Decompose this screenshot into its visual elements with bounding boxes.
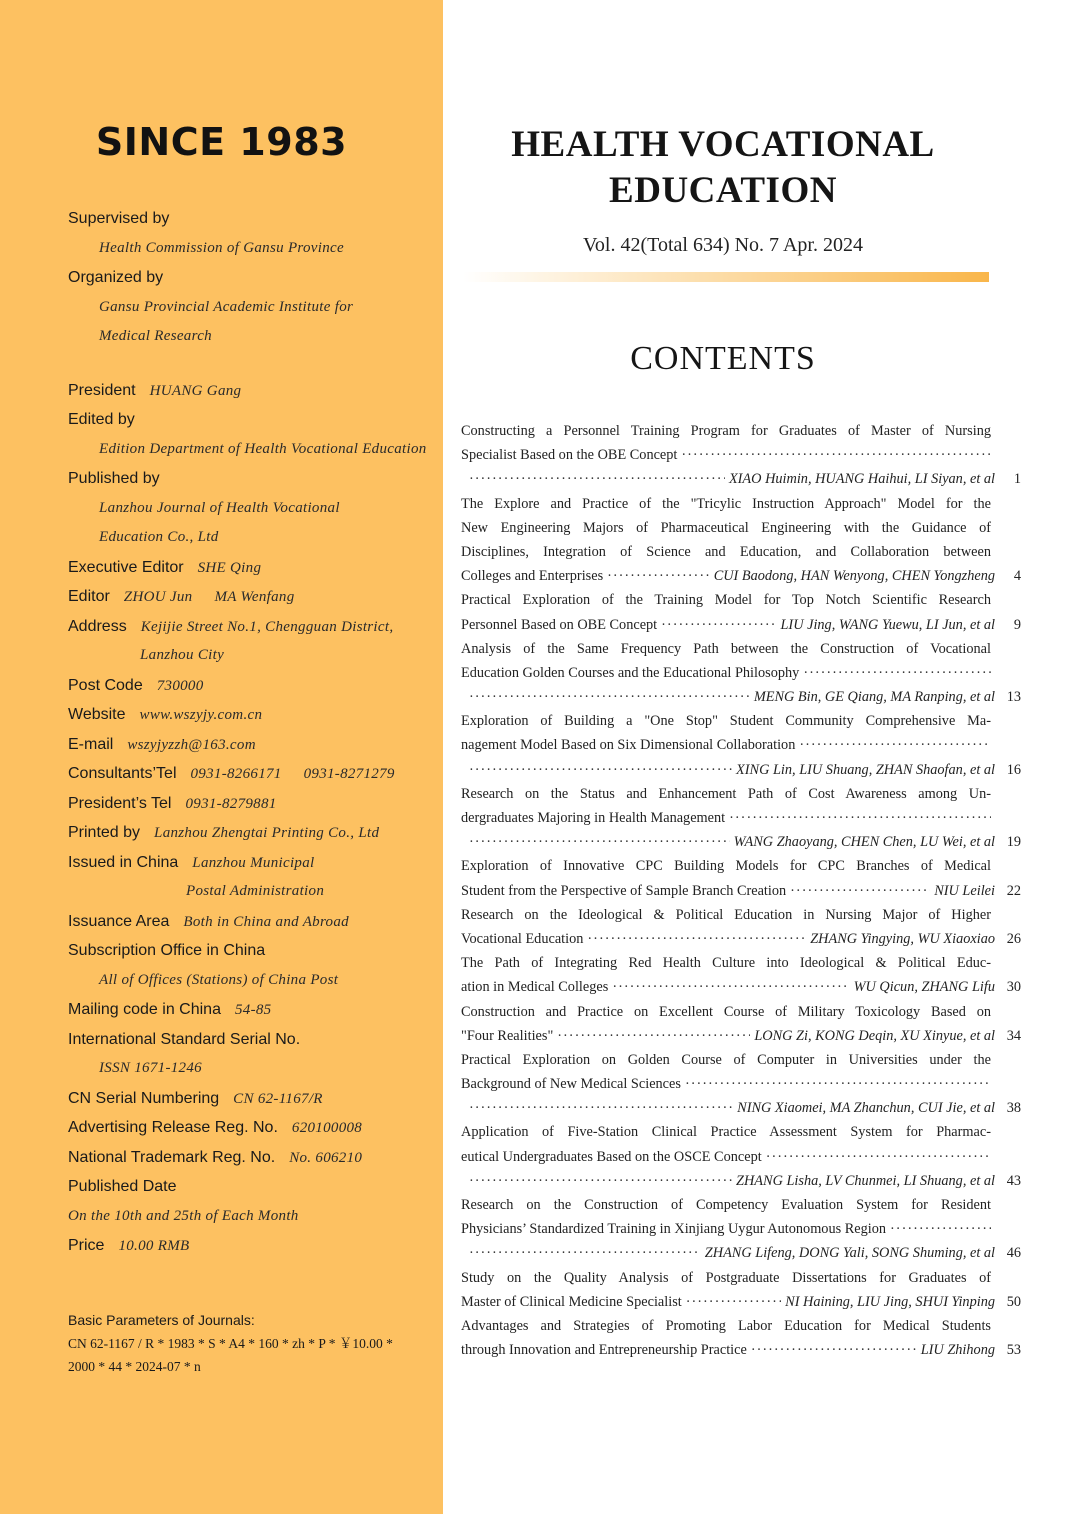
toc-authors: CUI Baodong, HAN Wenyong, CHEN Yongzheng (713, 568, 995, 585)
toc-page-number: 30 (1006, 979, 1021, 996)
leader-dots (729, 806, 991, 830)
leader-dots (661, 613, 776, 637)
toc-line (461, 1338, 1021, 1362)
toc-entry[interactable] (461, 588, 1021, 636)
leader-dots (469, 685, 750, 709)
price-value: 10.00 RMB (118, 1238, 190, 1254)
toc-line (461, 637, 991, 661)
price-label: Price (68, 1237, 105, 1254)
toc-author-line (461, 758, 1021, 782)
mailing-label: Mailing code in China (68, 1001, 221, 1018)
leader-dots (766, 1145, 991, 1169)
toc-line (461, 588, 991, 612)
toc-line (461, 419, 991, 443)
consultants-tel-value-2: 0931-8271279 (303, 766, 395, 782)
toc-line (461, 1024, 1021, 1048)
president-tel-value: 0931-8279881 (185, 795, 277, 812)
postcode-label: Post Code (68, 676, 143, 694)
issuance-label: Issuance Area (68, 912, 170, 930)
toc-page-number: 9 (1013, 616, 1021, 633)
pubdate-value: On the 10th and 25th of Each Month (68, 1207, 299, 1224)
president-value: HUANG Gang (149, 382, 242, 399)
address-value-1: Kejijie Street No.1, Chengguan District, (140, 618, 394, 635)
supervised-label: Supervised by (68, 210, 170, 227)
address-label: Address (68, 617, 127, 635)
issued-value-2: Postal Administration (186, 883, 325, 899)
leader-dots (469, 830, 730, 854)
toc-authors: NIU Leilei (934, 882, 995, 899)
toc-title-text: "Four Realities" (461, 1027, 554, 1044)
toc-title-text: Constructing a Personnel Training Program for Graduates of Master of Nursing (461, 423, 991, 439)
leader-dots (612, 975, 849, 999)
toc-page-number: 43 (1006, 1172, 1021, 1189)
toc-title-text: Exploration of Building a "One Stop" Student Community Comprehensive Ma- (461, 713, 991, 730)
advertising-label: Advertising Release Reg. No. (68, 1119, 278, 1136)
address-value-2: Lanzhou City (140, 647, 225, 663)
exec-editor-value: SHE Qing (197, 559, 262, 576)
toc-page-number: 26 (1006, 930, 1021, 947)
toc-line (461, 951, 991, 975)
toc-title-text: Physicians’ Standardized Training in Xinjiang Uygur Autonomous Region (461, 1221, 887, 1238)
edited-label: Edited by (68, 411, 135, 428)
toc-line (461, 879, 1021, 903)
toc-line (461, 492, 991, 516)
toc-line (461, 733, 991, 757)
toc-page-number: 53 (1006, 1342, 1021, 1359)
issued-label: Issued in China (68, 853, 179, 871)
printed-label: Printed by (68, 824, 141, 841)
toc-title-text: Research on the Status and Enhancement Path of Cost Awareness among Un- (461, 785, 991, 802)
toc-entry[interactable] (461, 903, 1021, 951)
leader-dots (681, 443, 991, 467)
toc-authors: LONG Zi, KONG Deqin, XU Xinyue, et al (754, 1027, 995, 1044)
consultants-tel-value-1: 0931-8266171 (190, 766, 282, 782)
leader-dots (790, 879, 930, 903)
toc-page-number: 4 (1013, 568, 1021, 585)
toc-page-number: 22 (1006, 882, 1021, 899)
toc-line (461, 1072, 991, 1096)
toc-title-text: The Explore and Practice of the "Tricylic Instruction Approach" Model for the (461, 495, 991, 512)
president-label: President (68, 381, 136, 399)
toc-title-text: ation in Medical Colleges (461, 979, 609, 996)
organized-label: Organized by (68, 269, 164, 286)
published-label: Published by (68, 470, 160, 487)
toc-page-number: 38 (1006, 1100, 1021, 1117)
toc-title-text: Advantages and Strategies of Promoting Labor Education for Medical Students (461, 1317, 991, 1334)
president-tel-label: President’s Tel (68, 794, 172, 812)
pubdate-label: Published Date (68, 1178, 177, 1195)
gradient-divider (463, 272, 989, 282)
leader-dots (587, 927, 806, 951)
basic-parameters-value: CN 62-1167 / R * 1983 * S * A4 * 160 * zh * P * ￥10.00 * 2000 * 44 * 2024-07 * n (68, 1336, 393, 1374)
toc-title-text: Colleges and Enterprises (461, 568, 604, 585)
toc-line (461, 1266, 991, 1290)
toc-line (461, 516, 991, 540)
toc-authors: MENG Bin, GE Qiang, MA Ranping, et al (753, 689, 995, 706)
journal-title (443, 122, 1003, 214)
toc-page-number: 13 (1006, 689, 1021, 706)
subscription-value: All of Offices (Stations) of China Post (99, 971, 339, 988)
website-label: Website (68, 706, 126, 723)
since-heading: SINCE 1983 (95, 120, 348, 164)
toc-line (461, 806, 991, 830)
toc-entry[interactable] (461, 1193, 1021, 1266)
toc-authors: NI Haining, LIU Jing, SHUI Yinping (785, 1293, 995, 1310)
toc-entry[interactable] (461, 709, 1021, 782)
organized-value-2: Medical Research (99, 328, 212, 344)
trademark-value: No. 606210 (289, 1149, 363, 1166)
table-of-contents (461, 419, 1021, 1362)
toc-authors: NING Xiaomei, MA Zhanchun, CUI Jie, et al (737, 1100, 995, 1117)
toc-entry[interactable] (461, 1048, 1021, 1121)
toc-title-text: Research on the Ideological & Political Education in Nursing Major of Higher (461, 906, 991, 923)
toc-authors: WANG Zhaoyang, CHEN Chen, LU Wei, et al (733, 834, 995, 851)
trademark-label: National Trademark Reg. No. (68, 1148, 276, 1166)
toc-line (461, 661, 991, 685)
toc-entry[interactable] (461, 782, 1021, 855)
toc-title-text: Practical Exploration of the Training Model for Top Notch Scientific Research (461, 592, 991, 609)
leader-dots (557, 1024, 750, 1048)
basic-parameters (68, 1308, 440, 1378)
editor-value-2: MA Wenfang (214, 589, 295, 605)
leader-dots (890, 1217, 991, 1241)
leader-dots (751, 1338, 917, 1362)
toc-entry[interactable] (461, 492, 1021, 589)
toc-author-line (461, 685, 1021, 709)
toc-title-text: Analysis of the Same Frequency Path between the Construction of Vocational (461, 640, 991, 657)
journal-title-line-2: EDUCATION (609, 170, 837, 211)
organized-value-1: Gansu Provincial Academic Institute for (99, 298, 354, 315)
toc-entry[interactable] (461, 1314, 1021, 1362)
supervised-value: Health Commission of Gansu Province (99, 239, 344, 256)
printed-value: Lanzhou Zhengtai Printing Co., Ltd (154, 825, 380, 841)
issn-label: International Standard Serial No. (68, 1030, 301, 1048)
toc-page-number: 19 (1006, 834, 1021, 851)
edited-value: Edition Department of Health Vocational Education (99, 440, 427, 457)
toc-authors: WU Qicun, ZHANG Lifu (853, 979, 995, 996)
toc-line (461, 1000, 991, 1024)
toc-title-text: Background of New Medical Sciences (461, 1076, 681, 1093)
toc-line (461, 1120, 991, 1144)
toc-entry[interactable] (461, 637, 1021, 710)
leader-dots (469, 1169, 732, 1193)
cn-value: CN 62-1167/R (233, 1090, 323, 1107)
toc-line (461, 927, 1021, 951)
toc-page-number: 1 (1013, 471, 1021, 488)
toc-title-text: Research on the Construction of Competency Evaluation System for Resident (461, 1197, 991, 1213)
toc-entry[interactable] (461, 1266, 1021, 1314)
toc-author-line (461, 1096, 1021, 1120)
toc-author-line (461, 467, 1021, 491)
masthead-panel (0, 0, 443, 1514)
leader-dots (469, 1096, 733, 1120)
toc-line (461, 443, 991, 467)
leader-dots (685, 1072, 991, 1096)
toc-line (461, 1193, 991, 1217)
issued-value-1: Lanzhou Municipal (192, 854, 315, 871)
toc-title-text: eutical Undergraduates Based on the OSCE Concept (461, 1148, 762, 1165)
editor-value-1: ZHOU Jun (123, 589, 193, 605)
toc-title-text: Practical Exploration on Golden Course of Computer in Universities under the (461, 1051, 991, 1068)
toc-title-text: Application of Five-Station Clinical Practice Assessment System for Pharmac- (461, 1124, 991, 1141)
toc-entry[interactable] (461, 854, 1021, 902)
leader-dots (799, 733, 991, 757)
toc-authors: ZHANG Lisha, LV Chunmei, LI Shuang, et al (736, 1172, 995, 1189)
published-value-2: Education Co., Ltd (99, 529, 219, 545)
issn-value: ISSN 1671-1246 (99, 1060, 202, 1076)
exec-editor-label: Executive Editor (68, 558, 184, 576)
toc-title-text: Specialist Based on the OBE Concept (461, 447, 678, 464)
toc-page-number: 16 (1006, 761, 1021, 778)
leader-dots (686, 1290, 781, 1314)
toc-line (461, 1314, 991, 1338)
email-label: E-mail (68, 735, 114, 753)
toc-title-text: nagement Model Based on Six Dimensional Collaboration (461, 737, 796, 754)
toc-title-text: Education Golden Courses and the Educational Philosophy (461, 664, 800, 681)
website-value: www.wszyjy.com.cn (139, 707, 263, 723)
mailing-value: 54-85 (234, 1002, 272, 1018)
toc-entry[interactable] (461, 1120, 1021, 1193)
toc-title-text: Exploration of Innovative CPC Building Models for CPC Branches of Medical (461, 858, 991, 875)
toc-line (461, 540, 991, 564)
toc-line (461, 564, 1021, 588)
toc-title-text: Disciplines, Integration of Science and Education, and Collaboration between (461, 543, 991, 560)
toc-page-number: 34 (1006, 1027, 1021, 1044)
toc-authors: LIU Jing, WANG Yuewu, LI Jun, et al (780, 616, 995, 633)
toc-entry[interactable] (461, 1000, 1021, 1048)
contents-panel (443, 0, 1080, 1514)
toc-authors: ZHANG Yingying, WU Xiaoxiao (810, 930, 995, 947)
advertising-value: 620100008 (291, 1120, 363, 1136)
toc-line (461, 613, 1021, 637)
toc-line (461, 1290, 1021, 1314)
toc-title-text: Personnel Based on OBE Concept (461, 616, 658, 633)
issuance-value: Both in China and Abroad (183, 913, 349, 930)
toc-title-text: Study on the Quality Analysis of Postgraduate Dissertations for Graduates of (461, 1269, 991, 1286)
toc-title-text: Student from the Perspective of Sample Branch Creation (461, 882, 787, 899)
leader-dots (469, 467, 725, 491)
toc-line (461, 1145, 991, 1169)
leader-dots (607, 564, 710, 588)
toc-author-line (461, 830, 1021, 854)
subscription-label: Subscription Office in China (68, 942, 266, 959)
toc-entry[interactable] (461, 951, 1021, 999)
published-value-1: Lanzhou Journal of Health Vocational (99, 499, 340, 516)
toc-title-text: The Path of Integrating Red Health Culture into Ideological & Political Educ- (461, 955, 991, 972)
toc-authors: ZHANG Lifeng, DONG Yali, SONG Shuming, et al (704, 1245, 995, 1262)
toc-authors: XIAO Huimin, HUANG Haihui, LI Siyan, et al (728, 471, 995, 488)
journal-title-line-1: HEALTH VOCATIONAL (511, 124, 935, 165)
toc-author-line (461, 1169, 1021, 1193)
toc-authors: XING Lin, LIU Shuang, ZHAN Shaofan, et al (736, 761, 995, 778)
editor-label: Editor (68, 588, 110, 605)
toc-entry[interactable] (461, 419, 1021, 492)
toc-line (461, 854, 991, 878)
volume-info: Vol. 42(Total 634) No. 7 Apr. 2024 (583, 234, 863, 256)
toc-author-line (461, 1241, 1021, 1265)
toc-title-text: New Engineering Majors of Pharmaceutical Engineering with the Guidance of (461, 519, 991, 536)
toc-title-text: Construction and Practice on Excellent Course of Military Toxicology Based on (461, 1003, 991, 1020)
toc-line (461, 1217, 991, 1241)
toc-line (461, 709, 991, 733)
toc-line (461, 975, 1021, 999)
toc-line (461, 782, 991, 806)
toc-title-text: Vocational Education (461, 930, 584, 947)
toc-line (461, 1048, 991, 1072)
cn-label: CN Serial Numbering (68, 1089, 220, 1107)
toc-line (461, 903, 991, 927)
basic-parameters-label: Basic Parameters of Journals: (68, 1312, 255, 1328)
leader-dots (803, 661, 991, 685)
masthead-info (68, 204, 440, 1261)
postcode-value: 730000 (156, 677, 204, 694)
consultants-tel-label: Consultants’Tel (68, 765, 177, 782)
toc-title-text: dergraduates Majoring in Health Management (461, 810, 726, 826)
toc-authors: LIU Zhihong (920, 1342, 995, 1359)
toc-page-number: 50 (1006, 1293, 1021, 1310)
leader-dots (469, 1241, 701, 1265)
toc-page-number: 46 (1006, 1245, 1021, 1262)
leader-dots (469, 758, 732, 782)
email-value: wszyjyzzh@163.com (127, 736, 256, 753)
toc-title-text: through Innovation and Entrepreneurship Practice (461, 1342, 747, 1359)
toc-title-text: Master of Clinical Medicine Specialist (461, 1293, 682, 1310)
contents-heading: CONTENTS (630, 340, 816, 377)
